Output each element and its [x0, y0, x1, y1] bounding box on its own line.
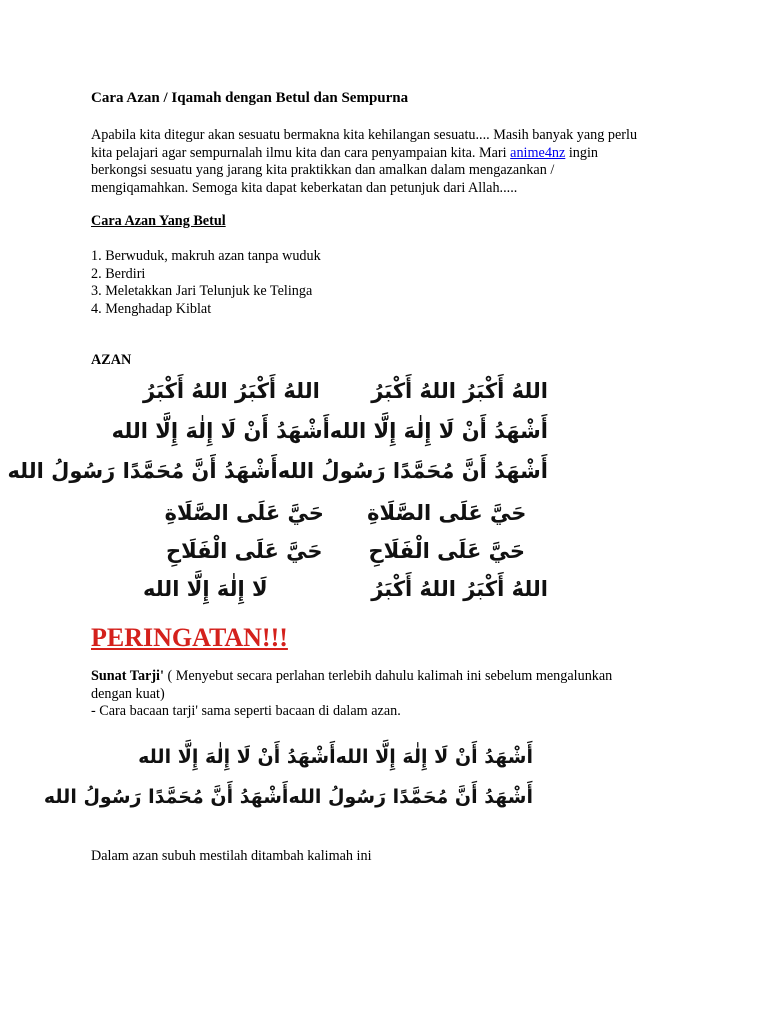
azan-phrase: حَيَّ عَلَى الْفَلَاحِ: [166, 538, 323, 563]
tarji-row: [138, 738, 533, 776]
azan-phrase: لَا إِلٰهَ إِلَّا الله: [143, 576, 268, 601]
intro-line-3: berkongsi sesuatu yang jarang kita praktikkan dan amalkan dalam mengazankan /: [91, 162, 555, 178]
azan-phrase: حَيَّ عَلَى الصَّلَاةِ: [164, 500, 324, 525]
azan-label: AZAN: [91, 352, 132, 368]
tarji-line-2: dengan kuat): [91, 685, 165, 702]
tarji-arabic-image: [43, 738, 533, 818]
anime4nz-link[interactable]: anime4nz: [510, 144, 566, 161]
azan-phrase: حَيَّ عَلَى الصَّلَاةِ: [367, 500, 527, 525]
azan-row: [7, 452, 548, 490]
azan-phrase: أَشْهَدُ أَنَّ مُحَمَّدًا رَسُولُ الله: [7, 458, 278, 483]
warning-heading: PERINGATAN!!!: [91, 623, 288, 652]
tarji-line-1-text: ( Menyebut secara perlahan terlebih dahulu kalimah ini sebelum mengalunkan: [163, 668, 613, 684]
azan-row: [143, 372, 548, 410]
tarji-paragraph: [91, 668, 661, 721]
azan-row: [143, 532, 548, 570]
step-item: 4. Menghadap Kiblat: [91, 300, 212, 317]
azan-phrase: اللهُ أَكْبَرُ اللهُ أَكْبَرُ: [371, 576, 548, 601]
tarji-row: [43, 778, 533, 816]
azan-row: [143, 494, 548, 532]
azan-phrase: اللهُ أَكْبَرُ اللهُ أَكْبَرُ: [143, 378, 320, 403]
tarji-phrase: أَشْهَدُ أَنَّ مُحَمَّدًا رَسُولُ الله: [43, 785, 289, 808]
tarji-line-3: - Cara bacaan tarji' sama seperti bacaan di dalam azan.: [91, 703, 401, 719]
tarji-phrase: أَشْهَدُ أَنَّ مُحَمَّدًا رَسُولُ الله: [288, 785, 533, 808]
azan-phrase: أَشْهَدُ أَنْ لَا إِلٰهَ إِلَّا الله: [111, 418, 330, 443]
intro-line-1: Apabila kita ditegur akan sesuatu bermakna kita kehilangan sesuatu.... Masih banyak yang perlu: [91, 127, 638, 143]
azan-phrase: حَيَّ عَلَى الْفَلَاحِ: [368, 538, 525, 563]
closing-text: Dalam azan subuh mestilah ditambah kalimah ini: [91, 848, 372, 864]
intro-line-2: [91, 145, 661, 163]
page-title: Cara Azan / Iqamah dengan Betul dan Sempurna: [91, 90, 409, 106]
tarji-line-1: [91, 668, 661, 686]
tarji-phrase: أَشْهَدُ أَنْ لَا إِلٰهَ إِلَّا الله: [138, 745, 336, 768]
azan-row: [143, 570, 548, 608]
tarji-phrase: أَشْهَدُ أَنْ لَا إِلٰهَ إِلَّا الله: [335, 745, 533, 768]
intro-line-4: mengiqamahkan. Semoga kita dapat keberkatan dan petunjuk dari Allah.....: [91, 179, 518, 196]
step-item: 2. Berdiri: [91, 265, 146, 282]
azan-arabic-image: [7, 372, 548, 610]
azan-phrase: أَشْهَدُ أَنْ لَا إِلٰهَ إِلَّا الله: [329, 418, 548, 443]
intro-line-2-text: kita pelajari agar sempurnalah ilmu kita dan cara penyampaian kita. Mari: [91, 144, 511, 161]
intro-line-2-tail: ingin: [565, 144, 599, 161]
azan-phrase: اللهُ أَكْبَرُ اللهُ أَكْبَرُ: [371, 378, 548, 403]
steps-list: [91, 248, 321, 318]
intro-paragraph: [91, 127, 661, 197]
azan-row: [111, 412, 548, 450]
azan-phrase: أَشْهَدُ أَنَّ مُحَمَّدًا رَسُولُ الله: [277, 458, 548, 483]
step-item: 1. Berwuduk, makruh azan tanpa wuduk: [91, 248, 321, 264]
step-item: 3. Meletakkan Jari Telunjuk ke Telinga: [91, 283, 313, 299]
tarji-label: Sunat Tarji': [91, 668, 164, 684]
section-heading: Cara Azan Yang Betul: [91, 213, 226, 229]
